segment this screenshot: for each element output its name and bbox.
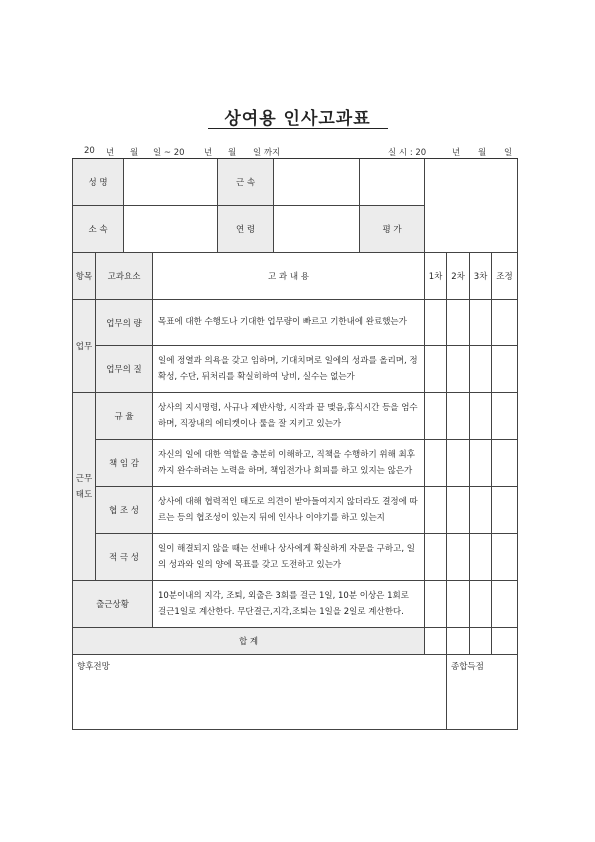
overall-score-box[interactable] <box>447 655 518 730</box>
score-r2[interactable] <box>447 393 470 440</box>
group-attitude-line1: 근무 <box>75 473 93 484</box>
age-field[interactable] <box>274 206 360 253</box>
col-content-header: 고 과 내 용 <box>153 253 425 300</box>
col-adjust-header: 조정 <box>492 253 518 300</box>
factor-cell: 업무의 질 <box>96 346 153 393</box>
group-work: 업무 <box>72 300 96 393</box>
score-r3[interactable] <box>470 346 492 393</box>
total-r1[interactable] <box>425 628 447 655</box>
period-year-unit1: 년 <box>106 148 115 158</box>
score-r2[interactable] <box>447 534 470 581</box>
affiliation-label: 소 속 <box>72 206 124 253</box>
factor-cell: 업무의 량 <box>96 300 153 346</box>
score-adjust[interactable] <box>492 534 518 581</box>
col-r3-header: 3차 <box>470 253 492 300</box>
content-cell: 상사의 지시명령, 사규나 제반사항, 시작과 끝 맺음,휴식시간 등을 엄수하며, 직장내의 에티켓이나 룰을 잘 지키고 있는가 <box>153 393 425 440</box>
total-adjust[interactable] <box>492 628 518 655</box>
evaluation-label: 평 가 <box>360 206 425 253</box>
score-r3[interactable] <box>470 487 492 534</box>
factor-cell: 책 임 감 <box>96 440 153 487</box>
evaluation-stamp-box[interactable] <box>425 159 518 253</box>
impl-month: 월 <box>478 148 487 158</box>
score-adjust[interactable] <box>492 581 518 628</box>
total-r3[interactable] <box>470 628 492 655</box>
score-adjust[interactable] <box>492 393 518 440</box>
tenure-field[interactable] <box>274 159 360 206</box>
score-r1[interactable] <box>425 440 447 487</box>
score-r3[interactable] <box>470 581 492 628</box>
score-r2[interactable] <box>447 487 470 534</box>
period-year1: 20 <box>84 146 95 156</box>
factor-cell: 협 조 성 <box>96 487 153 534</box>
score-r2[interactable] <box>447 581 470 628</box>
total-label: 합 계 <box>72 628 425 655</box>
score-r2[interactable] <box>447 300 470 346</box>
period-year-unit2: 년 <box>204 148 213 158</box>
score-r2[interactable] <box>447 440 470 487</box>
score-r2[interactable] <box>447 346 470 393</box>
score-adjust[interactable] <box>492 346 518 393</box>
col-factor-header: 고과요소 <box>96 253 153 300</box>
col-item-header: 항목 <box>72 253 96 300</box>
score-r1[interactable] <box>425 534 447 581</box>
period-day-to: 일 ~ 20 <box>153 148 185 158</box>
factor-cell: 적 극 성 <box>96 534 153 581</box>
score-adjust[interactable] <box>492 487 518 534</box>
total-r2[interactable] <box>447 628 470 655</box>
name-label: 성 명 <box>72 159 124 206</box>
impl-day: 일 <box>504 148 513 158</box>
attendance-content: 10분이내의 지각, 조퇴, 외출은 3회를 걸근 1일, 10분 이상은 1회로 걸근1일로 계산한다. 무단결근,지각,조퇴는 1일을 2일로 계산한다. <box>153 581 425 628</box>
score-r1[interactable] <box>425 346 447 393</box>
impl-label: 실 시 : 20 <box>388 148 427 158</box>
col-r2-header: 2차 <box>447 253 470 300</box>
content-cell: 상사에 대해 협력적인 태도로 의견이 받아들여지지 않더라도 결정에 따르는 등의 협조성이 있는지 뒤에 인사나 이야기를 하고 있는지 <box>153 487 425 534</box>
score-r3[interactable] <box>470 300 492 346</box>
content-cell: 목표에 대한 수행도나 기대한 업무량이 빠르고 기한내에 완료했는가 <box>153 300 425 346</box>
outlook-label: 향후전망 <box>77 662 110 672</box>
group-attitude <box>72 393 96 581</box>
score-r1[interactable] <box>425 300 447 346</box>
blank-cell-top <box>360 159 425 206</box>
outlook-box[interactable] <box>72 655 447 730</box>
score-adjust[interactable] <box>492 300 518 346</box>
tenure-label: 근 속 <box>218 159 274 206</box>
content-cell: 자신의 일에 대한 역할을 충분히 이해하고, 직책을 수행하기 위해 최후까지 완수하려는 노력을 하며, 책임전가나 회피를 하고 있지는 않은가 <box>153 440 425 487</box>
attendance-label: 출근상황 <box>72 581 153 628</box>
group-attitude-line2: 태도 <box>75 489 93 500</box>
period-until: 일 까지 <box>253 148 281 158</box>
score-r1[interactable] <box>425 393 447 440</box>
overall-score-label: 종합득점 <box>451 662 484 672</box>
score-r3[interactable] <box>470 440 492 487</box>
score-r1[interactable] <box>425 581 447 628</box>
title-underline <box>208 128 388 129</box>
period-month2: 월 <box>228 148 237 158</box>
score-r1[interactable] <box>425 487 447 534</box>
score-adjust[interactable] <box>492 440 518 487</box>
score-r3[interactable] <box>470 393 492 440</box>
col-r1-header: 1차 <box>425 253 447 300</box>
name-field[interactable] <box>124 159 218 206</box>
content-cell: 일에 정열과 의욕을 갖고 임하며, 기대치며로 일에의 성과를 올리며, 정확성, 수단, 뒤처리를 확실히하여 낭비, 실수는 없는가 <box>153 346 425 393</box>
score-r3[interactable] <box>470 534 492 581</box>
document-title: 상여용 인사고과표 <box>224 109 371 129</box>
appraisal-form <box>72 159 518 730</box>
factor-cell: 규 율 <box>96 393 153 440</box>
content-cell: 일이 해결되지 않을 때는 선배나 상사에게 확실하게 자문을 구하고, 일의 성과와 일의 양에 목표를 갖고 도전하고 있는가 <box>153 534 425 581</box>
period-month1: 월 <box>130 148 139 158</box>
impl-year-unit: 년 <box>452 148 461 158</box>
affiliation-field[interactable] <box>124 206 218 253</box>
age-label: 연 령 <box>218 206 274 253</box>
